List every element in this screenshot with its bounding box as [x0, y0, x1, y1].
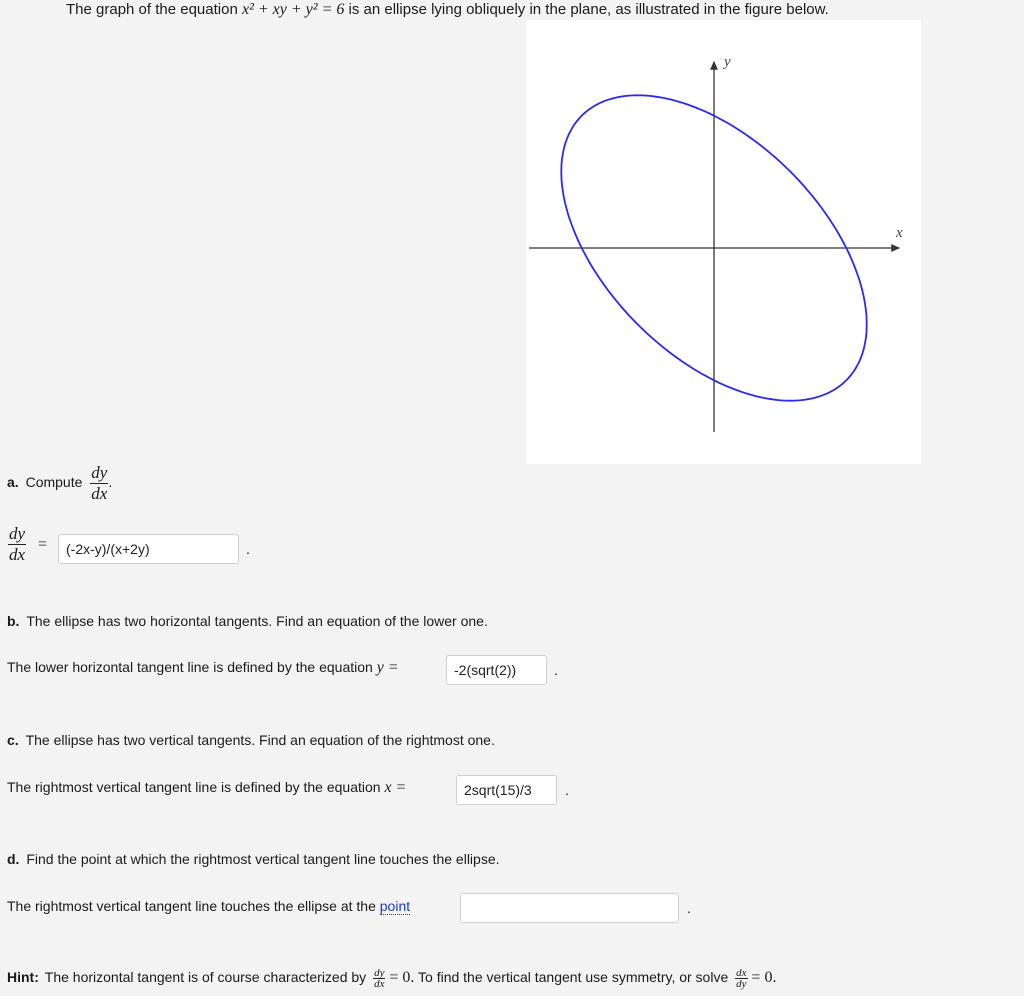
part-c-trailing-period: . — [565, 782, 569, 798]
ellipse-graph — [526, 20, 921, 464]
part-d-trailing-period: . — [687, 900, 691, 916]
part-a-letter: a. — [7, 474, 19, 491]
intro-suffix: is an ellipse lying obliquely in the plane, as illustrated in the figure below. — [348, 1, 829, 18]
intro-prefix: The graph of the equation — [66, 1, 238, 18]
part-b-variable: y = — [376, 659, 399, 676]
part-a-derivative — [90, 463, 108, 504]
hint-equals-zero-2: = 0. — [751, 969, 777, 987]
frac-numerator: dx — [736, 967, 747, 979]
frac-denominator: dx — [9, 545, 26, 564]
part-c-answer-label — [7, 779, 406, 797]
frac-numerator: dy — [9, 524, 26, 543]
part-c-answer-prefix: The rightmost vertical tangent line is defined by the equation — [7, 779, 381, 795]
point-definition-link[interactable]: point — [379, 898, 411, 914]
part-a-answer-row — [8, 524, 47, 565]
frac-numerator: dy — [374, 967, 385, 979]
part-d-answer-label — [7, 898, 410, 914]
x-axis-label: x — [896, 225, 903, 241]
part-b-question-text: The ellipse has two horizontal tangents. Find an equation of the lower one. — [26, 613, 488, 629]
frac-denominator: dy — [736, 978, 747, 990]
part-b-answer-input[interactable]: -2(sqrt(2)) — [446, 655, 547, 685]
frac-numerator: dy — [91, 463, 108, 482]
part-a-period: . — [108, 474, 113, 491]
part-d-answer-prefix: The rightmost vertical tangent line touches the ellipse at the — [7, 898, 376, 914]
part-b-answer-label — [7, 659, 399, 677]
part-c-variable: x = — [384, 779, 407, 796]
part-b-question — [7, 613, 488, 629]
part-c-letter: c. — [7, 732, 19, 748]
hint-text — [7, 968, 776, 989]
y-axis-label: y — [724, 54, 731, 70]
part-c-answer-input[interactable]: 2sqrt(15)/3 — [456, 775, 557, 805]
hint-label: Hint: — [7, 969, 39, 986]
ellipse-figure — [526, 20, 921, 464]
part-d-letter: d. — [7, 851, 20, 867]
intro-equation: x² + xy + y² = 6 — [241, 1, 345, 18]
part-d-question-text: Find the point at which the rightmost vertical tangent line touches the ellipse. — [26, 851, 500, 867]
part-c-question — [7, 732, 495, 748]
part-c-question-text: The ellipse has two vertical tangents. Find an equation of the rightmost one. — [25, 732, 495, 748]
part-a-prompt-text: Compute — [25, 474, 83, 491]
part-a-lhs-derivative — [8, 524, 26, 565]
intro-text — [66, 1, 829, 19]
hint-text-2: To find the vertical tangent use symmetry, or solve — [418, 969, 729, 986]
hint-dx-dy — [735, 968, 747, 989]
part-a-answer-input[interactable]: (-2x-y)/(x+2y) — [58, 534, 239, 564]
frac-denominator: dx — [374, 978, 385, 990]
part-b-answer-prefix: The lower horizontal tangent line is defined by the equation — [7, 659, 373, 675]
part-a-trailing-period: . — [246, 541, 250, 557]
frac-denominator: dx — [91, 484, 108, 503]
part-d-answer-input[interactable] — [460, 893, 679, 923]
part-d-question — [7, 851, 500, 867]
part-b-letter: b. — [7, 613, 20, 629]
part-a-prompt — [7, 463, 112, 504]
part-b-trailing-period: . — [554, 662, 558, 678]
part-a-equals: = — [37, 535, 47, 553]
hint-text-1: The horizontal tangent is of course characterized by — [44, 969, 367, 986]
hint-equals-zero-1: = 0. — [389, 969, 415, 987]
hint-dy-dx — [373, 968, 385, 989]
